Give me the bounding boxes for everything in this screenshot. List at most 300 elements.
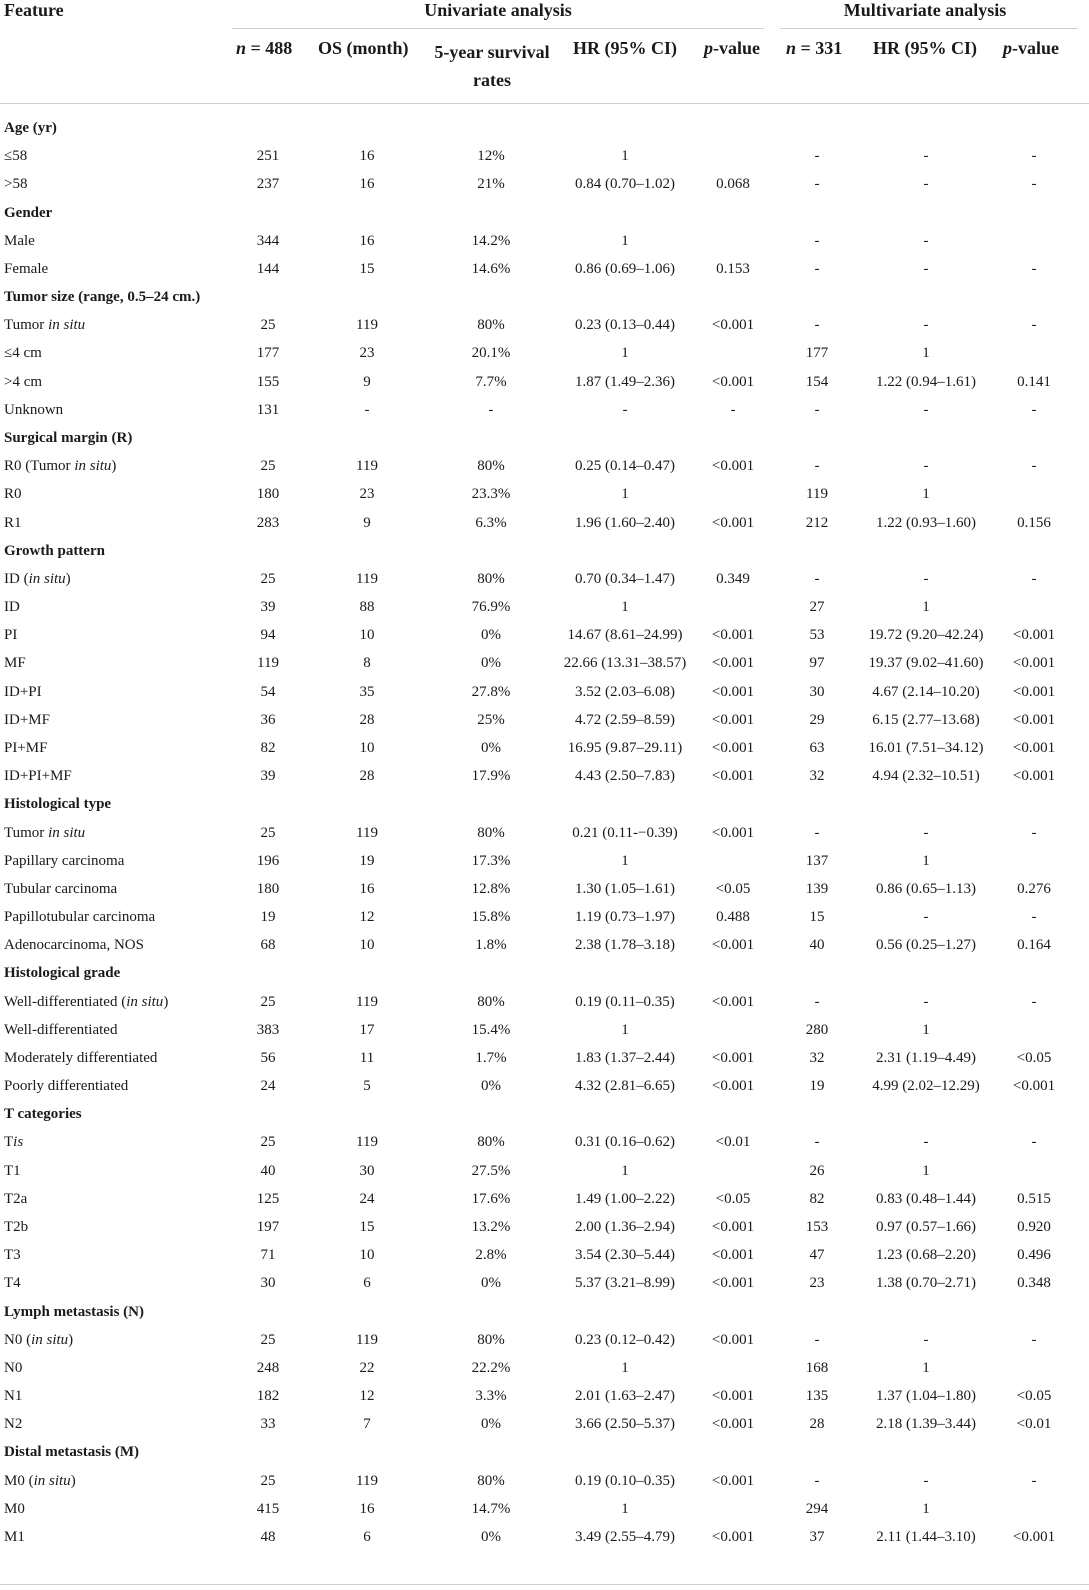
multi-n-cell: 153 [805, 1219, 829, 1236]
n-cell: 56 [260, 1049, 276, 1066]
n-cell: 125 [256, 1190, 280, 1207]
row-label: M0 [4, 1500, 25, 1517]
survival-cell: 0% [481, 627, 501, 644]
survival-cell: 22.2% [471, 1359, 511, 1376]
n-cell: 248 [256, 1359, 280, 1376]
hr-cell: 1 [621, 232, 629, 249]
multi-n-cell: - [814, 401, 820, 418]
row-label: Tubular carcinoma [4, 880, 118, 897]
n-cell: 131 [256, 401, 280, 418]
multi-p-value-cell: <0.001 [1012, 711, 1056, 728]
n-cell: 182 [256, 1388, 280, 1405]
survival-cell: 14.6% [471, 260, 511, 277]
os-cell: 119 [356, 570, 378, 587]
hr-cell: 2.01 (1.63–2.47) [575, 1388, 675, 1405]
n-cell: 19 [260, 909, 276, 926]
survival-cell: 21% [477, 176, 505, 193]
p-value-cell: <0.001 [711, 1219, 755, 1236]
n-cell: 25 [260, 824, 276, 841]
multi-hr-cell: - [923, 570, 929, 587]
multi-n-cell: - [814, 317, 820, 334]
n-cell: 383 [256, 1021, 280, 1038]
hr-cell: 1 [621, 148, 629, 165]
p-value-cell: <0.001 [711, 655, 755, 672]
survival-header: 5-year survival rates [434, 42, 550, 90]
n-cell: 25 [260, 1472, 276, 1489]
multi-hr-cell: 2.31 (1.19–4.49) [876, 1049, 976, 1066]
n-cell: 33 [260, 1416, 276, 1433]
hr-cell: - [622, 401, 628, 418]
multi-p-value-cell: - [1031, 570, 1037, 587]
multi-hr-cell: 1 [922, 852, 930, 869]
row-label: R1 [4, 514, 22, 531]
multi-hr-cell: 19.72 (9.20–42.24) [868, 627, 984, 644]
hr-cell: 2.00 (1.36–2.94) [575, 1219, 675, 1236]
row-label: ID+PI [4, 683, 42, 700]
row-label: N0 [4, 1359, 23, 1376]
univariate-group-header: Univariate analysis [424, 0, 572, 20]
multi-n-cell: - [814, 176, 820, 193]
p-value-cell: <0.001 [711, 373, 755, 390]
row-label: Papillary carcinoma [4, 852, 125, 869]
p-value-cell: <0.05 [715, 1190, 751, 1207]
multi-n-cell: 19 [809, 1078, 825, 1095]
os-cell: 119 [356, 824, 378, 841]
section-heading: Gender [4, 204, 53, 221]
hr-cell: 3.66 (2.50–5.37) [575, 1416, 675, 1433]
row-label: Adenocarcinoma, NOS [4, 937, 144, 954]
multi-hr-cell: - [923, 317, 929, 334]
multi-n-cell: 27 [809, 599, 825, 616]
uni-hr-header: HR (95% CI) [573, 38, 677, 58]
os-cell: 88 [359, 599, 375, 616]
hr-cell: 3.52 (2.03–6.08) [575, 683, 675, 700]
multi-n-cell: - [814, 260, 820, 277]
hr-cell: 0.19 (0.10–0.35) [575, 1472, 675, 1489]
p-value-cell: <0.001 [711, 627, 755, 644]
multi-p-value-cell: - [1031, 260, 1037, 277]
multi-hr-cell: - [923, 176, 929, 193]
row-label: Poorly differentiated [4, 1078, 129, 1095]
n-cell: 119 [257, 655, 279, 672]
multi-hr-cell: 1 [922, 1500, 930, 1517]
hr-cell: 1.30 (1.05–1.61) [575, 880, 675, 897]
multi-n-cell: 53 [809, 627, 825, 644]
hr-cell: 1 [621, 1021, 629, 1038]
os-cell: 22 [359, 1359, 375, 1376]
multi-n-header: n = 331 [786, 38, 843, 58]
os-cell: 5 [363, 1078, 371, 1095]
row-label: Well-differentiated (in situ) [4, 993, 169, 1010]
n-cell: 25 [260, 993, 276, 1010]
os-cell: 10 [359, 937, 375, 954]
multi-n-cell: 23 [809, 1275, 825, 1292]
multi-hr-cell: 1.38 (0.70–2.71) [876, 1275, 976, 1292]
survival-cell: 0% [481, 1529, 501, 1545]
n-cell: 30 [260, 1275, 276, 1292]
p-value-cell: <0.001 [711, 993, 755, 1010]
n-cell: 25 [260, 317, 276, 334]
multi-hr-cell: 1 [922, 486, 930, 503]
n-cell: 180 [256, 880, 280, 897]
hr-cell: 2.38 (1.78–3.18) [575, 937, 675, 954]
survival-cell: 0% [481, 1078, 501, 1095]
multi-n-cell: 177 [805, 345, 829, 362]
survival-cell: 12.8% [471, 880, 511, 897]
p-value-cell: <0.001 [711, 1247, 755, 1264]
os-cell: - [364, 401, 370, 418]
multi-n-cell: 280 [805, 1021, 829, 1038]
multi-hr-cell: 1.23 (0.68–2.20) [876, 1247, 976, 1264]
multi-hr-cell: - [923, 260, 929, 277]
survival-cell: 80% [477, 1134, 505, 1151]
row-label: R0 (Tumor in situ) [4, 458, 117, 475]
multi-hr-cell: 1 [922, 1359, 930, 1376]
multi-p-value-cell: <0.001 [1012, 655, 1056, 672]
row-label: T1 [4, 1162, 21, 1179]
multi-n-cell: 32 [809, 1049, 825, 1066]
p-value-cell: <0.001 [711, 1416, 755, 1433]
n-cell: 48 [260, 1529, 276, 1545]
n-cell: 25 [260, 1331, 276, 1348]
univariate-group-rule [232, 28, 764, 29]
hr-cell: 22.66 (13.31–38.57) [563, 655, 687, 672]
n-cell: 54 [260, 683, 276, 700]
hr-cell: 3.49 (2.55–4.79) [575, 1529, 675, 1545]
hr-cell: 1 [621, 1162, 629, 1179]
multi-p-value-cell: 0.920 [1017, 1219, 1051, 1236]
row-label: Unknown [4, 401, 64, 418]
survival-cell: 1.8% [475, 937, 507, 954]
os-cell: 10 [359, 627, 375, 644]
row-label: T2a [4, 1190, 28, 1207]
survival-cell: 3.3% [475, 1388, 507, 1405]
feature-header: Feature [4, 0, 64, 20]
hr-cell: 3.54 (2.30–5.44) [575, 1247, 675, 1264]
n-cell: 344 [256, 232, 280, 249]
os-cell: 9 [363, 514, 371, 531]
multi-hr-cell: 2.18 (1.39–3.44) [876, 1416, 976, 1433]
os-cell: 30 [359, 1162, 375, 1179]
os-cell: 19 [359, 852, 375, 869]
survival-cell: 0% [481, 655, 501, 672]
n-cell: 283 [256, 514, 280, 531]
hr-cell: 1.96 (1.60–2.40) [575, 514, 675, 531]
section-heading: Age (yr) [4, 120, 57, 136]
section-heading: Histological grade [4, 965, 121, 982]
row-label: ≤58 [4, 148, 28, 165]
multi-n-cell: 40 [809, 937, 825, 954]
n-cell: 40 [260, 1162, 276, 1179]
p-value-cell: <0.001 [711, 317, 755, 334]
hr-cell: 1.83 (1.37–2.44) [575, 1049, 675, 1066]
n-cell: 25 [260, 570, 276, 587]
multi-p-value-cell: - [1031, 148, 1037, 165]
hr-cell: 4.72 (2.59–8.59) [575, 711, 675, 728]
survival-cell: 80% [477, 824, 505, 841]
hr-cell: 16.95 (9.87–29.11) [567, 739, 683, 756]
multi-hr-cell: 6.15 (2.77–13.68) [872, 711, 980, 728]
row-label: ID [4, 599, 20, 616]
multi-n-cell: 47 [809, 1247, 825, 1264]
n-cell: 180 [256, 486, 280, 503]
multi-hr-cell: 1 [922, 599, 930, 616]
row-label: Well-differentiated [4, 1021, 118, 1038]
row-label: N1 [4, 1388, 23, 1405]
multi-n-cell: 294 [805, 1500, 829, 1517]
n-cell: 71 [260, 1247, 276, 1264]
multi-p-value-cell: - [1031, 1134, 1037, 1151]
os-cell: 10 [359, 1247, 375, 1264]
multi-n-cell: 154 [805, 373, 829, 390]
multi-n-cell: - [814, 1134, 820, 1151]
multivariate-group-rule [780, 28, 1078, 29]
section-heading: Surgical margin (R) [4, 429, 133, 446]
multi-n-cell: - [814, 570, 820, 587]
survival-cell: 0% [481, 1275, 501, 1292]
multi-n-cell: - [814, 993, 820, 1010]
n-cell: 197 [256, 1219, 280, 1236]
os-header: OS (month) [318, 38, 409, 58]
row-label: >58 [4, 176, 28, 193]
multi-hr-cell: - [923, 993, 929, 1010]
row-label: Papillotubular carcinoma [4, 909, 156, 926]
row-label: ID+PI+MF [4, 768, 72, 785]
row-label: R0 [4, 486, 22, 503]
multi-hr-cell: 0.86 (0.65–1.13) [876, 880, 976, 897]
row-label: T4 [4, 1275, 21, 1292]
hr-cell: 0.84 (0.70–1.02) [575, 176, 675, 193]
os-cell: 119 [356, 1331, 378, 1348]
multi-p-value-cell: <0.001 [1012, 1078, 1056, 1095]
os-cell: 28 [359, 711, 375, 728]
p-value-cell: <0.001 [711, 824, 755, 841]
p-value-cell: - [730, 401, 736, 418]
row-label: M0 (in situ) [4, 1472, 76, 1489]
row-label: PI [4, 627, 18, 644]
n-cell: 25 [260, 458, 276, 475]
multi-hr-cell: 19.37 (9.02–41.60) [868, 655, 984, 672]
os-cell: 16 [359, 148, 375, 165]
multi-n-cell: - [814, 148, 820, 165]
os-cell: 16 [359, 176, 375, 193]
hr-cell: 1 [621, 852, 629, 869]
multi-n-cell: 63 [809, 739, 825, 756]
row-label: M1 [4, 1529, 25, 1545]
multi-n-cell: 30 [809, 683, 825, 700]
multi-n-cell: 29 [809, 711, 825, 728]
hr-cell: 1 [621, 599, 629, 616]
survival-cell: 27.5% [471, 1162, 511, 1179]
multi-p-value-cell: 0.496 [1017, 1247, 1051, 1264]
table-bottom-rule [0, 1584, 1089, 1585]
p-value-cell: 0.153 [716, 260, 750, 277]
survival-cell: 80% [477, 317, 505, 334]
multi-p-value-cell: - [1031, 176, 1037, 193]
multi-p-value-cell: <0.01 [1016, 1416, 1052, 1433]
multi-hr-cell: 1 [922, 345, 930, 362]
os-cell: 119 [356, 317, 378, 334]
os-cell: 35 [359, 683, 375, 700]
row-label: ID+MF [4, 711, 50, 728]
multi-hr-cell: 2.11 (1.44–3.10) [876, 1529, 976, 1545]
n-cell: 177 [256, 345, 280, 362]
multi-hr-cell: 1 [922, 1162, 930, 1179]
survival-cell: 76.9% [471, 599, 511, 616]
p-value-cell: <0.001 [711, 514, 755, 531]
os-cell: 10 [359, 739, 375, 756]
p-value-cell: <0.001 [711, 739, 755, 756]
multi-n-cell: 97 [809, 655, 825, 672]
os-cell: 6 [363, 1275, 371, 1292]
survival-cell: 25% [477, 711, 505, 728]
multi-hr-cell: 4.67 (2.14–10.20) [872, 683, 980, 700]
row-label: Female [4, 260, 49, 277]
p-value-cell: <0.001 [711, 1049, 755, 1066]
os-cell: 16 [359, 1500, 375, 1517]
multi-p-value-cell: <0.05 [1016, 1049, 1052, 1066]
multi-p-value-cell: - [1031, 993, 1037, 1010]
survival-cell: 17.3% [471, 852, 511, 869]
hr-cell: 0.86 (0.69–1.06) [575, 260, 675, 277]
multi-p-value-cell: 0.164 [1017, 937, 1051, 954]
os-cell: 24 [359, 1190, 375, 1207]
n-cell: 237 [256, 176, 280, 193]
hr-cell: 1.87 (1.49–2.36) [575, 373, 675, 390]
n-cell: 251 [256, 148, 280, 165]
multi-p-value-cell: - [1031, 317, 1037, 334]
row-label: Moderately differentiated [4, 1049, 158, 1066]
n-cell: 68 [260, 937, 276, 954]
row-label: N2 [4, 1416, 23, 1433]
n-cell: 39 [260, 768, 276, 785]
survival-cell: 12% [477, 148, 505, 165]
multi-p-value-cell: - [1031, 401, 1037, 418]
multi-hr-cell: - [923, 1134, 929, 1151]
section-heading: Histological type [4, 796, 112, 813]
survival-cell: 0% [481, 739, 501, 756]
row-label: T3 [4, 1247, 21, 1264]
multi-n-cell: 135 [805, 1388, 829, 1405]
multi-n-cell: - [814, 458, 820, 475]
hr-cell: 1.49 (1.00–2.22) [575, 1190, 675, 1207]
multi-p-header: p-value [1003, 38, 1059, 58]
os-cell: 16 [359, 232, 375, 249]
multi-hr-cell: - [923, 1331, 929, 1348]
survival-cell: 27.8% [471, 683, 511, 700]
survival-cell: 13.2% [471, 1219, 511, 1236]
multi-n-cell: - [814, 232, 820, 249]
hr-cell: 0.23 (0.12–0.42) [575, 1331, 675, 1348]
os-cell: 8 [363, 655, 371, 672]
multi-hr-cell: - [923, 458, 929, 475]
header-bottom-rule [0, 103, 1089, 104]
multi-n-cell: - [814, 824, 820, 841]
row-label: ≤4 cm [4, 345, 42, 362]
multi-hr-cell: - [923, 148, 929, 165]
multi-n-cell: 82 [809, 1190, 825, 1207]
p-value-cell: <0.05 [715, 880, 751, 897]
multi-hr-cell: - [923, 824, 929, 841]
multi-hr-cell: 1 [922, 1021, 930, 1038]
n-cell: 94 [260, 627, 276, 644]
hr-cell: 1 [621, 486, 629, 503]
os-cell: 12 [359, 1388, 375, 1405]
n-cell: 415 [256, 1500, 280, 1517]
survival-cell: 2.8% [475, 1247, 507, 1264]
section-heading: T categories [4, 1106, 82, 1123]
os-cell: 6 [363, 1529, 371, 1545]
os-cell: 17 [359, 1021, 375, 1038]
multi-hr-cell: 1.37 (1.04–1.80) [876, 1388, 976, 1405]
p-value-cell: <0.001 [711, 711, 755, 728]
hr-cell: 4.43 (2.50–7.83) [575, 768, 675, 785]
hr-cell: 4.32 (2.81–6.65) [575, 1078, 675, 1095]
multi-hr-cell: 1.22 (0.93–1.60) [876, 514, 976, 531]
os-cell: 119 [356, 1472, 378, 1489]
survival-cell: 15.4% [471, 1021, 511, 1038]
multi-hr-cell: 4.94 (2.32–10.51) [872, 768, 980, 785]
multi-p-value-cell: <0.001 [1012, 739, 1056, 756]
os-cell: 119 [356, 458, 378, 475]
hr-cell: 0.70 (0.34–1.47) [575, 570, 675, 587]
os-cell: 119 [356, 1134, 378, 1151]
survival-cell: 80% [477, 1472, 505, 1489]
multi-n-cell: 119 [806, 486, 828, 503]
p-value-cell: 0.488 [716, 909, 750, 926]
survival-cell: 1.7% [475, 1049, 507, 1066]
n-cell: 25 [260, 1134, 276, 1151]
multi-p-value-cell: - [1031, 824, 1037, 841]
multi-hr-cell: - [923, 232, 929, 249]
multivariate-group-header: Multivariate analysis [843, 0, 1007, 20]
row-label: T2b [4, 1219, 29, 1236]
multi-n-cell: 15 [809, 909, 825, 926]
n-cell: 155 [256, 373, 280, 390]
p-value-cell: <0.001 [711, 1388, 755, 1405]
survival-cell: 0% [481, 1416, 501, 1433]
os-cell: 15 [359, 260, 375, 277]
os-cell: 23 [359, 345, 375, 362]
multi-n-cell: 139 [805, 880, 829, 897]
multi-p-value-cell: - [1031, 909, 1037, 926]
multi-hr-cell: - [923, 909, 929, 926]
os-cell: 7 [363, 1416, 371, 1433]
row-label: ID (in situ) [4, 570, 71, 587]
survival-cell: 14.2% [471, 232, 511, 249]
multi-hr-cell: - [923, 1472, 929, 1489]
n-cell: 144 [256, 260, 280, 277]
os-cell: 16 [359, 880, 375, 897]
hr-cell: 1 [621, 1359, 629, 1376]
p-value-cell: <0.001 [711, 1331, 755, 1348]
n-cell: 36 [260, 711, 276, 728]
multi-hr-cell: 1.22 (0.94–1.61) [876, 373, 976, 390]
row-label: N0 (in situ) [4, 1331, 74, 1348]
multi-hr-cell: 16.01 (7.51–34.12) [868, 739, 984, 756]
section-heading: Growth pattern [4, 542, 105, 559]
survival-cell: 80% [477, 458, 505, 475]
p-value-cell: 0.068 [716, 176, 750, 193]
p-value-cell: <0.001 [711, 1275, 755, 1292]
row-label: >4 cm [4, 373, 43, 390]
multi-hr-cell: 0.56 (0.25–1.27) [876, 937, 976, 954]
uni-n-header: n = 488 [236, 38, 293, 58]
multi-hr-cell: 4.99 (2.02–12.29) [872, 1078, 980, 1095]
multi-p-value-cell: - [1031, 458, 1037, 475]
multi-p-value-cell: <0.001 [1012, 683, 1056, 700]
multi-n-cell: 212 [805, 514, 829, 531]
